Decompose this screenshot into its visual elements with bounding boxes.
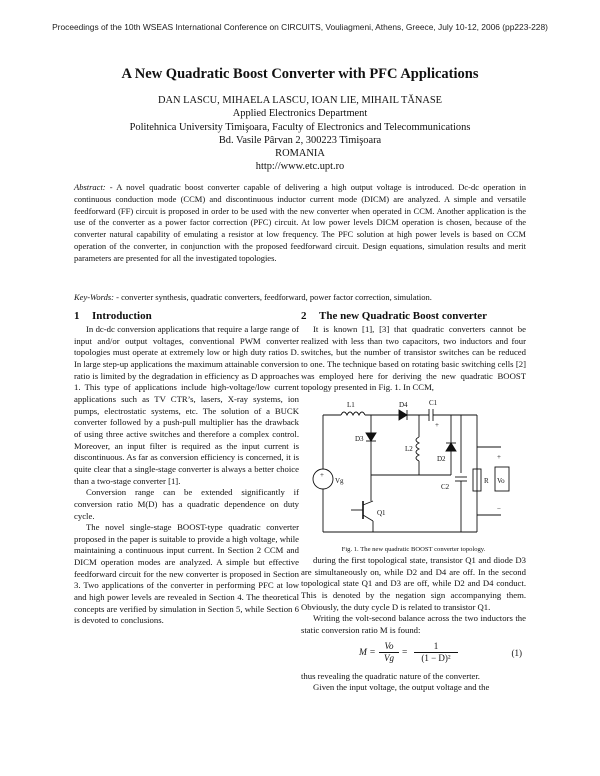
proceedings-header: Proceedings of the 10th WSEAS International Conference on CIRCUITS, Vouliagmeni, Athens, Greece, July 10-12, 2006 (pp223-228) [52, 22, 548, 32]
keywords [74, 292, 526, 304]
equation-number: (1) [511, 647, 522, 658]
author-names: DAN LASCU, MIHAELA LASCU, IOAN LIE, MIHAIL TĂNASE [158, 95, 442, 106]
section-1-number: 1 [74, 310, 80, 322]
author-address: Bd. Vasile Pârvan 2, 300223 Timişoara [218, 134, 382, 146]
label-l1: L1 [347, 400, 355, 409]
label-c2: C2 [441, 482, 450, 491]
equation-fraction [414, 641, 458, 665]
label-c1: C1 [429, 398, 438, 407]
author-block [0, 94, 600, 174]
label-out-minus: − [497, 504, 501, 513]
left-column [74, 309, 299, 627]
right-column [301, 309, 526, 694]
figure-1 [301, 397, 526, 545]
equation-denominator: (1 − D)² [421, 653, 451, 664]
figure-1-caption: Fig. 1. The new quadratic BOOST converter topology. [341, 545, 486, 553]
label-vo: Vo [497, 476, 505, 485]
section-2-heading [301, 309, 526, 323]
equation-equals: = [402, 647, 408, 658]
equation-numerator: 1 [414, 641, 458, 654]
keywords-label: Key-Words: - [74, 292, 119, 302]
section-1-paragraph: The novel single-stage BOOST-type quadratic converter proposed in the paper is suitable to provide a high voltage, while maintaining a continuous input current. In Section 2 CCM and DICM operation modes are analyzed. A simple but effective feedforward circuit for the new converter is proposed in Section 3. Two applications of the converter in performing PFC at low and high power levels are revealed in Section 4. The theoretical concepts are verified by simulation in Section 5, while Section 6 is devoted to conclusions. [74, 522, 299, 626]
section-2-paragraph: thus revealing the quadratic nature of the converter. [301, 670, 480, 681]
label-d4: D4 [399, 400, 408, 409]
transistor-q1-emitter [363, 515, 373, 521]
diode-d3 [366, 433, 376, 441]
diode-d2 [446, 443, 456, 451]
label-plus: + [435, 420, 439, 429]
equation-denominator: Vg [384, 653, 394, 664]
section-1-heading [74, 309, 299, 323]
keywords-text: converter synthesis, quadratic converters, feedforward, power factor correction, simulation. [118, 292, 432, 302]
equation-1 [301, 639, 526, 669]
circuit-diagram [301, 397, 526, 545]
abstract-text: A novel quadratic boost converter capable of delivering a high output voltage is introduced. Dc-dc operation in continuous conduction mode (CCM) and discontinuous inductor current mode (DICM) are analyzed. A simple and versatile feedforward (FF) circuit is proposed in order to be used with the new converter when operated in CCM. Another application is the use of the converter as a power factor correction (PFC) circuit. At low power levels DICM operation is chosen, because of the converter natural capability of emulating a resistor at low frequency. The PFC solution at high power levels is based on CCM operation of the converter, in conjunction with the proposed feedforward circuit. Design equations, simulation results and merit parameters are presented for all the investigated topologies. [74, 182, 526, 263]
inductor-l1 [341, 412, 365, 415]
section-2-number: 2 [301, 310, 307, 322]
label-d3: D3 [355, 434, 364, 443]
section-1-paragraph: In dc-dc conversion applications that require a large range of input and/or output voltages, conventional PWM converter topologies must operate at extremely low or high duty ratios D. In large step-up applications the maximum attainable conversion ratio is limited by the degradation in efficiency as D approaches 1. This type of applications include high-voltage/low current applications such as TV CTR’s, lasers, X-ray systems, ion pumps, electrostatic systems, etc. The solution of a BUCK converter followed by a push-pull multiplier has the drawback of using three active switches and therefore a complex control. Moreover, an input filter is required as the input current is discontinuous. As far as conversion efficiency is concerned, it is quite clear that a single-stage converter is always a better choice than a two-stage converter [1]. [74, 324, 299, 486]
label-q1: Q1 [377, 508, 386, 517]
label-vg: Vg [335, 476, 344, 485]
author-university: Politehnica University Timişoara, Faculty of Electronics and Telecommunications [129, 121, 471, 133]
section-2-title: The new Quadratic Boost converter [319, 310, 488, 322]
author-url[interactable]: http://www.etc.upt.ro [255, 161, 345, 173]
inductor-l2 [416, 437, 419, 461]
section-1-title: Introduction [92, 310, 152, 322]
paper-title: A New Quadratic Boost Converter with PFC Applications [121, 66, 479, 82]
section-2-paragraph: It is known [1], [3] that quadratic converters cannot be realized with less than two capacitors, two inductors and four switches, but the number of transistor switches can be reduced to one. The technique based on rotating basic switching cells [2] was employed here for deriving the new quadratic BOOST topology presented in Fig. 1. In CCM, [301, 324, 526, 393]
section-2-paragraph: Given the input voltage, the output voltage and the [313, 682, 490, 693]
section-2-paragraph: Writing the volt-second balance across the two inductors the static conversion ratio M is found: [301, 613, 526, 635]
section-2-paragraph: during the first topological state, transistor Q1 and diode D3 are simultaneously on, while D2 and D4 are off. In the second topological state Q1 and D3 are off, while D2 and D4 conduct. This is denoted by the negation sign accompanying them. Obviously, the duty cycle D is related to transistor Q1. [301, 554, 526, 612]
transistor-q1-collector [363, 501, 373, 505]
abstract-label: Abstract: - [74, 182, 113, 192]
label-out-plus: + [497, 452, 501, 461]
label-d2: D2 [437, 454, 446, 463]
equation-numerator: Vo [379, 641, 399, 654]
equation-lhs: M = [359, 647, 376, 658]
label-r: R [484, 476, 489, 485]
author-department: Applied Electronics Department [232, 108, 368, 120]
label-l2: L2 [405, 444, 413, 453]
equation-fraction [379, 641, 399, 665]
label-source-plus: + [320, 470, 324, 479]
diode-d4 [399, 410, 407, 420]
abstract [74, 182, 526, 265]
author-country: ROMANIA [275, 148, 325, 160]
section-1-paragraph: Conversion range can be extended significantly if conversion ratio M(D) has a quadratic dependence on duty cycle. [74, 487, 299, 521]
